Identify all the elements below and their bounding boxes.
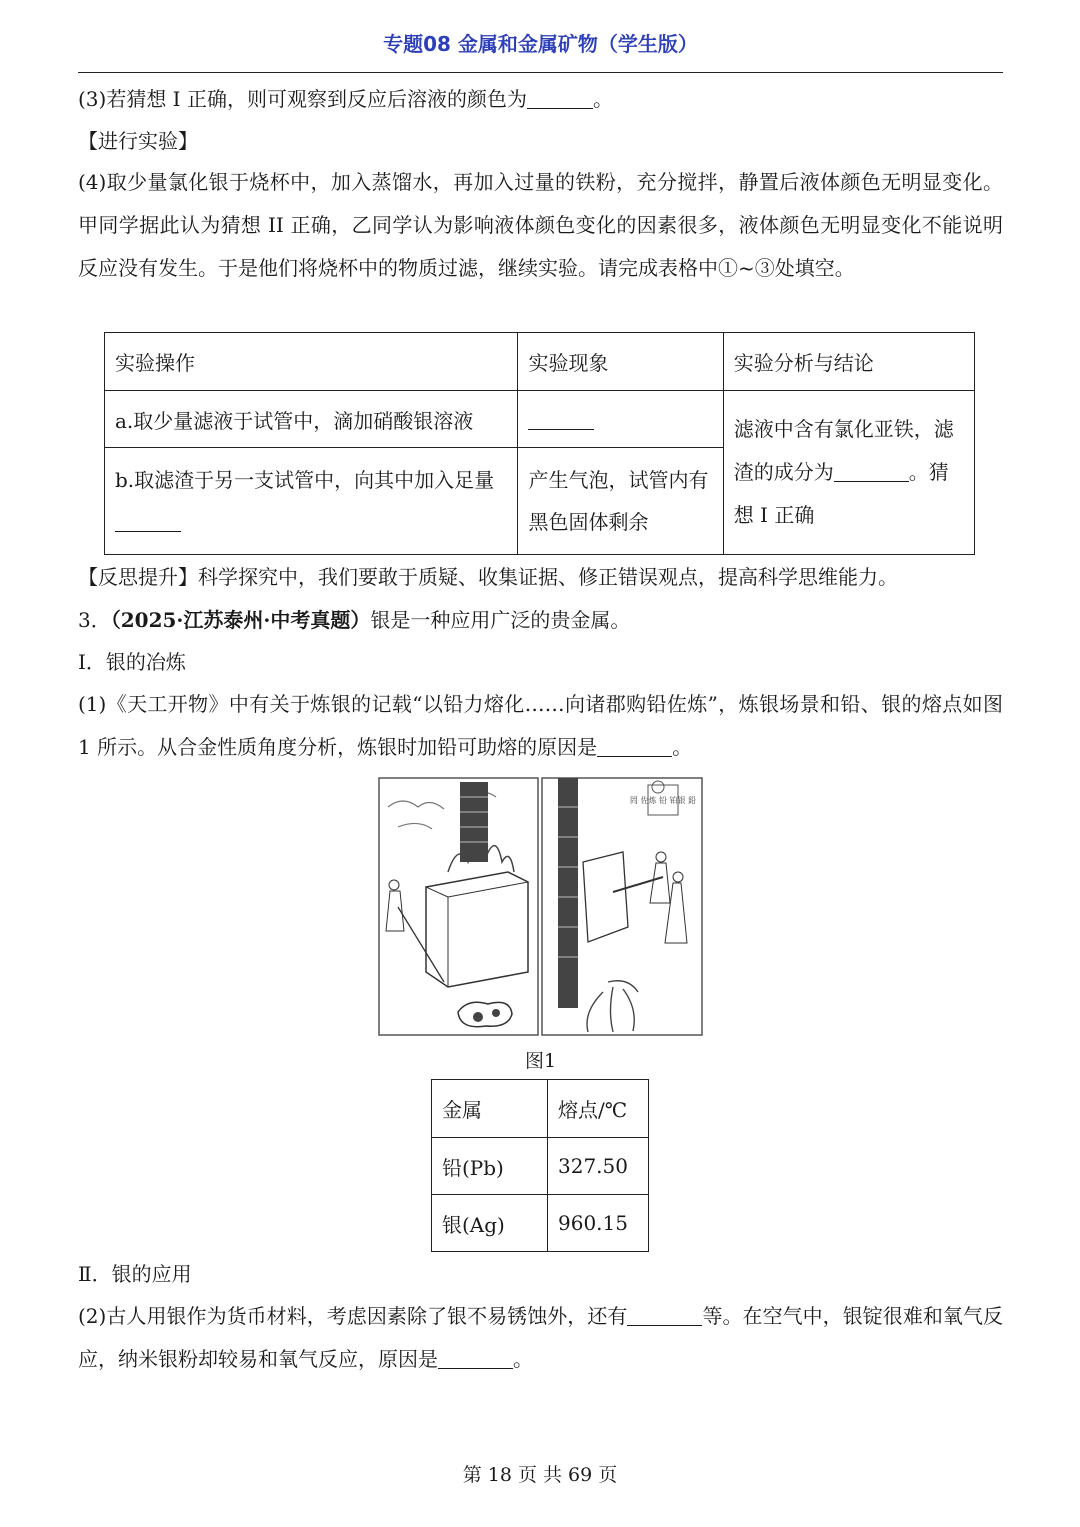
question-stem: 银是一种应用广泛的贵金属。 (370, 608, 631, 632)
conclusion-cell (723, 391, 974, 555)
question-3-2-mid: 等。在空气中，银锭很难和氧气反应，纳米银粉却较易和氧气反应，原因是 (78, 1304, 1003, 1371)
figure-inscription: 罔 佐炼 铅 铂银 鉛 (629, 796, 697, 805)
table-header-operation: 实验操作 (105, 333, 518, 391)
reflection-text: 【反思提升】科学探究中，我们要敢于质疑、收集证据、修正错误观点，提高科学思维能力。 (78, 565, 898, 589)
question-3-1-end: 。 (672, 735, 693, 759)
section-smelting: I．银的冶炼 (78, 650, 186, 674)
question-3-2-text: (2)古人用银作为货币材料，考虑因素除了银不易锈蚀外，还有 (78, 1304, 628, 1328)
row-a-operation: a.取少量滤液于试管中，滴加硝酸银溶液 (105, 391, 518, 448)
table-row (432, 1138, 649, 1195)
mp-silver: 960.15 (548, 1195, 649, 1252)
section-application: Ⅱ．银的应用 (78, 1262, 192, 1286)
question-3-2-end: 。 (513, 1347, 533, 1371)
row-b-operation (105, 448, 518, 555)
answer-blank[interactable] (597, 734, 672, 757)
table-header-conclusion: 实验分析与结论 (723, 333, 974, 391)
mp-lead: 327.50 (548, 1138, 649, 1195)
experiment-heading: 【进行实验】 (78, 129, 198, 153)
question-3-line (78, 84, 613, 114)
answer-blank[interactable] (527, 86, 593, 109)
question-3-end: 。 (592, 87, 613, 111)
row-b-operation-text: b.取滤渣于另一支试管中，向其中加入足量 (115, 468, 495, 492)
question-4-paragraph: (4)取少量氯化银于烧杯中，加入蒸馏水，再加入过量的铁粉，充分搅拌，静置后液体颜色无明显变化。甲同学据此认为猜想 II 正确，乙同学认为影响液体颜色变化的因素很多，液体颜色无明显变化不能说明反应没有发生。于是他们将烧杯中的物质过滤，继续实验。请完成表格中①~③处填空。 (78, 170, 1003, 280)
experiment-table (104, 332, 975, 555)
page-number: 第 18 页 共 69 页 (462, 1464, 618, 1486)
row-a-phenomenon (518, 391, 723, 448)
header-divider (78, 72, 1003, 73)
conclusion-end: 。猜想 I 正确 (733, 460, 949, 527)
question-source: （2025·江苏泰州·中考真题） (110, 608, 371, 632)
answer-blank-3[interactable] (834, 459, 909, 482)
question-3-text: (3)若猜想 I 正确，则可观察到反应后溶液的颜色为 (78, 87, 527, 111)
answer-blank-1[interactable] (528, 407, 594, 430)
figure-caption: 图1 (524, 1050, 557, 1072)
melting-point-table (431, 1079, 649, 1252)
answer-blank-2[interactable] (115, 509, 181, 532)
question-3-title (78, 605, 630, 635)
table-row (432, 1195, 649, 1252)
mp-header-metal: 金属 (432, 1080, 548, 1138)
answer-blank[interactable] (438, 1346, 513, 1369)
smelting-illustration (378, 777, 703, 1036)
metal-lead: 铅(Pb) (432, 1138, 548, 1195)
question-3-1-text: (1)《天工开物》中有关于炼银的记载“以铅力熔化……向诸郡购铅佐炼”，炼银场景和铅、银的熔点如图 1 所示。从合金性质角度分析，炼银时加铅可助熔的原因是 (78, 692, 1003, 759)
mp-header-mp: 熔点/℃ (548, 1080, 649, 1138)
question-3-2-paragraph (78, 1295, 1003, 1381)
figure-silver-smelting (378, 777, 703, 1036)
table-header-phenomenon: 实验现象 (518, 333, 723, 391)
question-number: 3． (78, 608, 111, 632)
answer-blank[interactable] (627, 1303, 702, 1326)
conclusion-text: 滤液中含有氯化亚铁，滤渣的成分为 (733, 417, 954, 484)
question-3-1-paragraph (78, 683, 1003, 769)
metal-silver: 银(Ag) (432, 1195, 548, 1252)
page-header-title: 专题08 金属和金属矿物（学生版） (383, 32, 698, 56)
row-b-phenomenon: 产生气泡，试管内有黑色固体剩余 (518, 448, 723, 555)
